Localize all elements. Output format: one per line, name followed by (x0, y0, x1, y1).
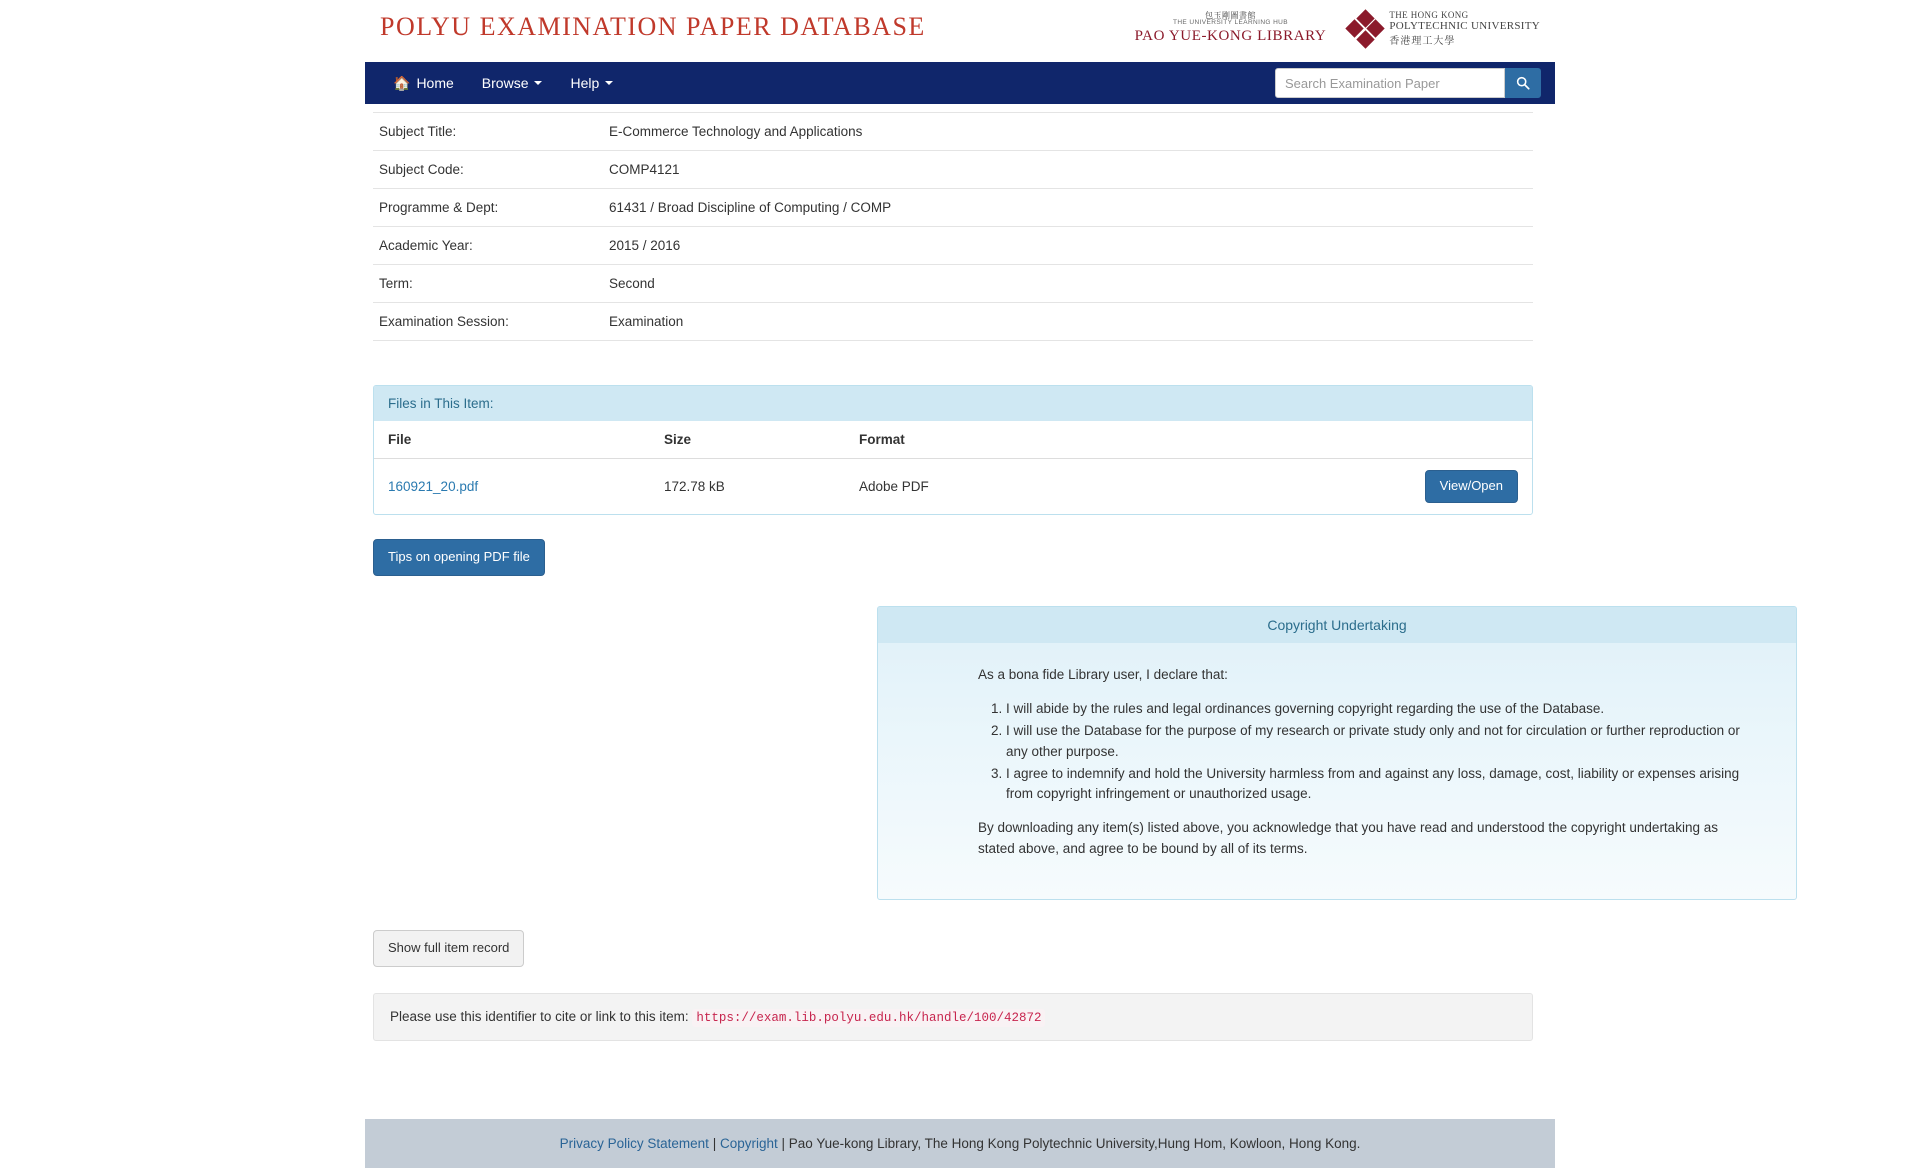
metadata-value: 61431 / Broad Discipline of Computing / COMP (603, 189, 1533, 227)
main-navbar (365, 62, 1555, 104)
file-name-link[interactable]: 160921_20.pdf (388, 478, 479, 494)
footer-text: | Pao Yue-kong Library, The Hong Kong Polytechnic University,Hung Hom, Kowloon, Hong Kong. (781, 1135, 1361, 1151)
copyright-undertaking-body (878, 643, 1796, 899)
logo-group (1135, 10, 1540, 47)
table-row (374, 459, 1532, 514)
main-content (365, 104, 1740, 1041)
search-form (1275, 68, 1541, 98)
show-record-wrap (373, 930, 1555, 967)
files-column-size: Size (654, 421, 849, 459)
nav-item-help-label: Help (570, 75, 600, 91)
nav-links (379, 62, 627, 104)
site-header (0, 0, 1920, 62)
site-footer (365, 1119, 1555, 1168)
metadata-label: Subject Code: (373, 151, 603, 189)
table-row (373, 113, 1533, 151)
chevron-down-icon (534, 81, 542, 85)
polyu-logo-line1: THE HONG KONG (1389, 10, 1469, 20)
polyu-logo-line2: POLYTECHNIC UNIVERSITY (1389, 20, 1540, 32)
list-item: 2. I will use the Database for the purpose of my research or private study only and not for circulation or further reproduction or any other purpose. (1006, 721, 1756, 762)
file-format: Adobe PDF (859, 478, 929, 494)
metadata-value: 2015 / 2016 (603, 227, 1533, 265)
library-logo-chinese: 包玉剛圖書館 (1204, 11, 1256, 21)
identifier-link[interactable]: https://exam.lib.polyu.edu.hk/handle/100/42872 (692, 1009, 1045, 1027)
tips-on-opening-pdf-button[interactable]: Tips on opening PDF file (373, 539, 545, 576)
nav-item-home-label: Home (416, 75, 454, 91)
table-row (373, 151, 1533, 189)
identifier-box (373, 993, 1533, 1041)
files-panel-title: Files in This Item: (374, 386, 1532, 421)
metadata-label: Term: (373, 265, 603, 303)
copyright-outro: By downloading any item(s) listed above, you acknowledge that you have read and understood the copyright undertaking as stated above, and agree to be bound by all of its terms. (978, 820, 1718, 856)
chevron-down-icon (605, 81, 613, 85)
metadata-value: Second (603, 265, 1533, 303)
files-panel (373, 385, 1533, 515)
copyright-terms-list (978, 699, 1756, 804)
library-logo-tagline: THE UNIVERSITY LEARNING HUB (1172, 19, 1289, 27)
list-item: 1. I will abide by the rules and legal ordinances governing copyright regarding the use of the Database. (1006, 699, 1756, 719)
library-logo (1135, 12, 1327, 45)
home-icon: 🏠 (393, 75, 411, 91)
polyu-logo-line3: 香港理工大學 (1389, 36, 1456, 47)
nav-item-home[interactable] (379, 62, 468, 104)
metadata-label: Programme & Dept: (373, 189, 603, 227)
list-item: 3. I agree to indemnify and hold the University harmless from and against any loss, damage, cost, liability or expenses arising from copyright infringement or unauthorized usage. (1006, 764, 1756, 805)
footer-separator: | (712, 1135, 717, 1151)
search-button[interactable] (1505, 68, 1541, 98)
nav-item-help[interactable] (556, 62, 627, 104)
metadata-value: Examination (603, 303, 1533, 341)
nav-item-browse-label: Browse (481, 75, 529, 91)
metadata-label: Examination Session: (373, 303, 603, 341)
library-logo-name: PAO YUE-KONG LIBRARY (1134, 28, 1327, 45)
metadata-table (373, 112, 1533, 341)
polyu-logo (1348, 10, 1540, 47)
copyright-undertaking-title: Copyright Undertaking (878, 607, 1796, 643)
view-open-button[interactable]: View/Open (1425, 470, 1518, 503)
files-table (374, 421, 1532, 514)
table-row (373, 265, 1533, 303)
files-column-format: Format (849, 421, 1119, 459)
search-icon (1516, 76, 1530, 90)
site-title: POLYU EXAMINATION PAPER DATABASE (380, 12, 926, 41)
polyu-diamond-icon (1348, 12, 1382, 46)
table-row (373, 227, 1533, 265)
identifier-label: Please use this identifier to cite or link to this item: (390, 1008, 689, 1024)
polyu-logo-text (1389, 10, 1540, 47)
table-row (373, 189, 1533, 227)
show-full-item-record-button[interactable]: Show full item record (373, 930, 524, 967)
search-input[interactable] (1275, 68, 1505, 98)
copyright-intro: As a bona fide Library user, I declare that: (978, 666, 1228, 682)
nav-item-browse[interactable] (468, 62, 557, 104)
copyright-link[interactable]: Copyright (719, 1135, 778, 1151)
metadata-label: Academic Year: (373, 227, 603, 265)
metadata-value: COMP4121 (603, 151, 1533, 189)
copyright-undertaking-panel (877, 606, 1797, 900)
privacy-policy-link[interactable]: Privacy Policy Statement (559, 1135, 709, 1151)
file-size: 172.78 kB (664, 478, 725, 494)
metadata-value: E-Commerce Technology and Applications (603, 113, 1533, 151)
files-table-header-row (374, 421, 1532, 459)
table-row (373, 303, 1533, 341)
files-column-action (1119, 421, 1532, 459)
metadata-label: Subject Title: (373, 113, 603, 151)
files-column-file: File (374, 421, 654, 459)
